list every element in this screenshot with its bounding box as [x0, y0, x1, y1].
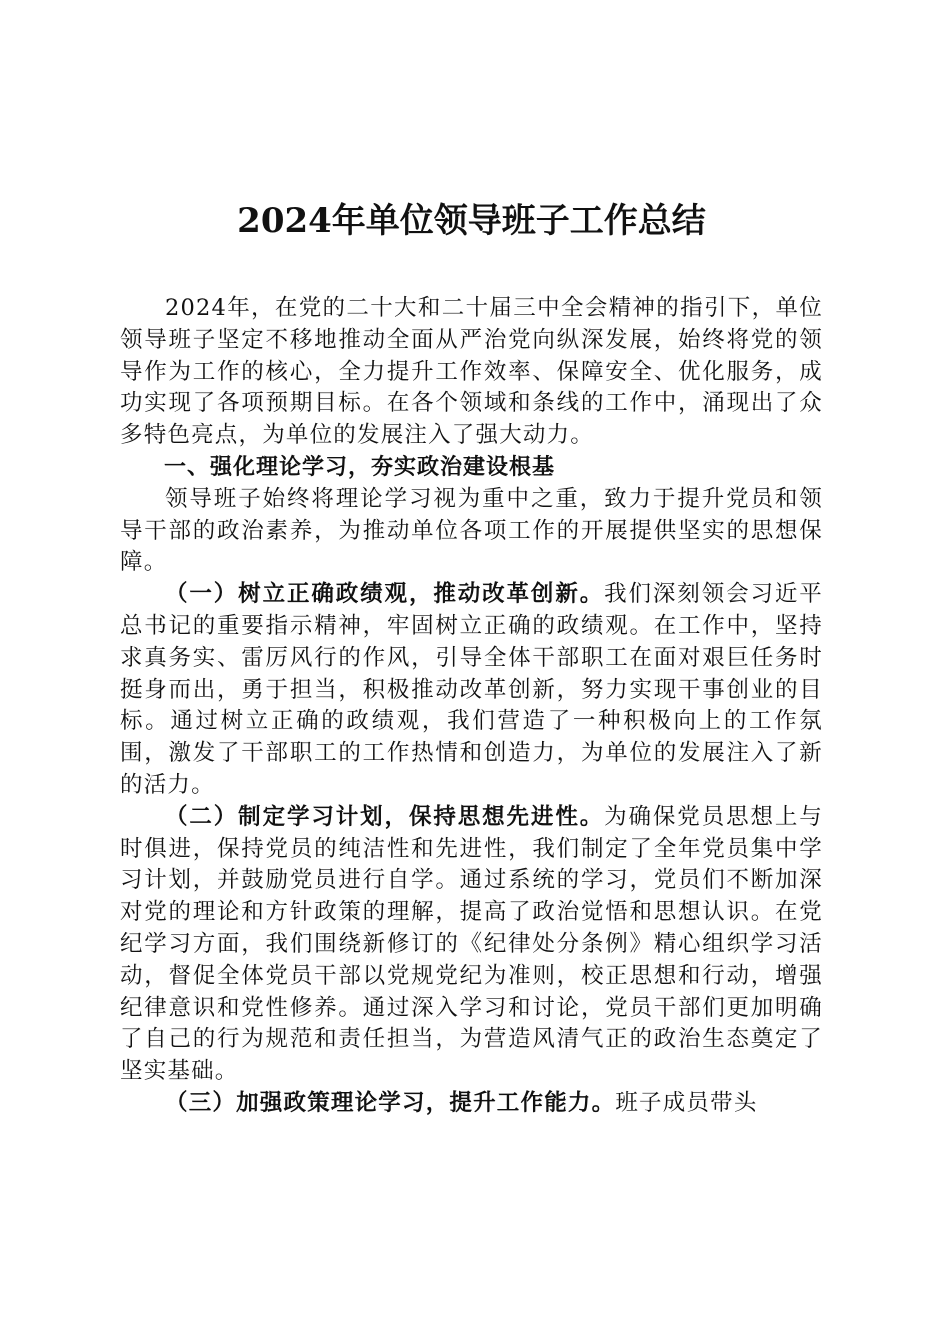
item-1-text: 我们深刻领会习近平总书记的重要指示精神，牢固树立正确的政绩观。在工作中，坚持求真务实、雷厉风行的作风，引导全体干部职工在面对艰巨任务时挺身而出，勇于担当，积极推动改革创新，努力实现干事创业的目标。通过树立正确的政绩观，我们营造了一种积极向上的工作氛围，激发了干部职工的工作热情和创造力，为单位的发展注入了新的活力。	[120, 581, 823, 798]
section-heading-1: 一、强化理论学习，夯实政治建设根基	[164, 454, 556, 480]
item-2-text: 为确保党员思想上与时俱进，保持党员的纯洁性和先进性，我们制定了全年党员集中学习计划，并鼓励党员进行自学。通过系统的学习，党员们不断加深对党的理论和方针政策的理解，提高了政治觉悟和思想认识。在党纪学习方面，我们围绕新修订的《纪律处分条例》精心组织学习活动，督促全体党员干部以党规党纪为准则，校正思想和行动，增强纪律意识和党性修养。通过深入学习和讨论，党员干部们更加明确了自己的行为规范和责任担当，为营造风清气正的政治生态奠定了坚实基础。	[120, 803, 823, 1085]
item-2-lead: （二）制定学习计划，保持思想先进性。	[165, 803, 605, 830]
item-1-lead: （一）树立正确政绩观，推动改革创新。	[165, 581, 605, 608]
item-3-text: 班子成员带头	[615, 1089, 758, 1116]
document-body	[120, 293, 823, 1120]
intro-paragraph: 2024年，在党的二十大和二十届三中全会精神的指引下，单位领导班子坚定不移地推动全面从严治党向纵深发展，始终将党的领导作为工作的核心，全力提升工作效率、保障安全、优化服务，成功实现了各项预期目标。在各个领域和条线的工作中，涌现出了众多特色亮点，为单位的发展注入了强大动力。	[120, 295, 823, 449]
item-3-lead: （三）加强政策理论学习，提升工作能力。	[165, 1089, 616, 1116]
section-1-item-2	[120, 802, 823, 1088]
section-1-intro-paragraph: 领导班子始终将理论学习视为重中之重，致力于提升党员和领导干部的政治素养，为推动单位各项工作的开展提供坚实的思想保障。	[120, 485, 823, 576]
section-1-item-3	[120, 1088, 823, 1120]
document-title: 2024年单位领导班子工作总结	[237, 201, 706, 241]
section-1-item-1	[120, 579, 823, 802]
